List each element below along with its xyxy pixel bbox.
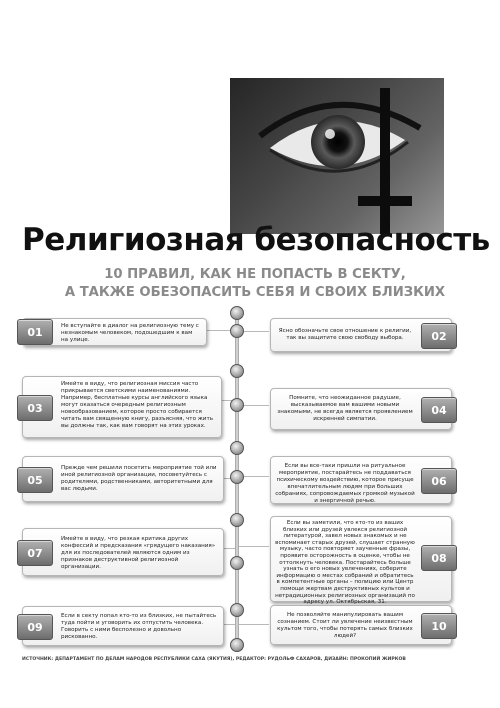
rule-card-01 <box>22 318 207 346</box>
rule-text: Имейте в виду, что религиозная миссия часто прикрывается светскими наименованиями. Например, бесплатные курсы английского языка могут оказаться очередным религиозным новообразованием, которое просто собирается читать вам священную книгу, разъясняя, что жить вы должны так, как вам говорят на этих уроках. <box>61 381 214 429</box>
source-credits: ИСТОЧНИК: ДЕПАРТАМЕНТ ПО ДЕЛАМ НАРОДОВ РЕСПУБЛИКИ САХА (ЯКУТИЯ), РЕДАКТОР: РУДОЛЬФ САХАРОВ, ДИЗАЙН: ПРОКОПИЙ ЖИРКОВ <box>22 657 406 662</box>
subtitle-line-2: А ТАКЖЕ ОБЕЗОПАСИТЬ СЕБЯ И СВОИХ БЛИЗКИХ <box>64 285 446 300</box>
rule-card-05 <box>22 456 224 502</box>
timeline-dot <box>230 324 244 338</box>
timeline-dot <box>230 513 244 527</box>
connector-line <box>239 624 269 625</box>
rule-text: Ясно обозначьте свое отношение к религии, так вы защитите свою свободу выбора. <box>278 328 412 341</box>
rule-card-10 <box>270 605 452 645</box>
rule-number: 02 <box>421 323 457 349</box>
rule-number: 05 <box>17 467 53 493</box>
rule-text: Прежде чем решили посетить мероприятие той или иной религиозной организации, посоветуйтесь с родителями, родственниками, авторитетными для вас людьми. <box>61 465 217 492</box>
timeline-dot <box>230 398 244 412</box>
rule-number: 06 <box>421 468 457 494</box>
timeline-dot <box>230 306 244 320</box>
rule-text: Если вы все-таки пришли на ритуальное мероприятие, постарайтесь не поддаваться психическому воздействию, которое присуще впечатлительным людям при больших собраниях, сопровождаемых громкой музыкой и энергичной речью. <box>275 463 415 504</box>
rule-number: 01 <box>17 319 53 345</box>
rule-number: 03 <box>17 395 53 421</box>
rule-number: 09 <box>17 614 53 640</box>
rule-card-03 <box>22 376 222 438</box>
rule-number: 08 <box>421 545 457 571</box>
rule-number: 04 <box>421 397 457 423</box>
timeline-dot <box>230 364 244 378</box>
timeline-dot <box>230 603 244 617</box>
rule-card-08 <box>270 516 452 606</box>
rule-text: Не вступайте в диалог на религиозную тему с незнакомым человеком, подошедшим к вам на улице. <box>61 323 199 343</box>
rule-text: Имейте в виду, что резкая критика других конфессий и предсказания «грядущего наказания» для их последователей являются одним из признаков деструктивной религиозной организации. <box>61 536 216 570</box>
timeline-dot <box>230 441 244 455</box>
connector-line <box>239 546 269 547</box>
rule-text: Помните, что неожиданное радушие, высказываемое вам вашими новыми знакомыми, не всегда является проявлением искренней симпатии. <box>277 395 413 422</box>
page-title: Религиозная безопасность <box>22 222 490 258</box>
rule-number: 07 <box>17 540 53 566</box>
subtitle-line-1: 10 ПРАВИЛ, КАК НЕ ПОПАСТЬ В СЕКТУ, <box>104 267 406 282</box>
rule-text: Если в секту попал кто-то из близких, не пытайтесь туда пойти и уговорить их отпустить человека. Говорить с ними бесполезно и довольно рискованно. <box>61 613 217 640</box>
eye-cross-illustration <box>230 78 444 234</box>
rule-card-07 <box>22 528 224 576</box>
rule-text: Если вы заметили, что кто-то из ваших близких или друзей увлекся религиозной литературой, завел новых знакомых и не вспоминает старых друзей, слушает странную музыку, часто повторяет заученные фразы, проявите осторожность в оценке, чтобы не оттолкнуть человека. Постарайтесь больше узнать о его новых увлечениях, соберите информацию о местах собраний и обратитесь в компетентные органы – полицию или Центр помощи жертвам деструктивных культов и нетрадиционных религиозных организаций по адресу ул. Октябрьская, 31. <box>275 520 415 606</box>
rule-number: 10 <box>421 613 457 639</box>
rule-card-09 <box>22 606 224 646</box>
timeline-dot <box>230 638 244 652</box>
rule-card-06 <box>270 456 452 504</box>
rule-card-04 <box>270 388 452 430</box>
rule-card-02 <box>270 318 452 352</box>
page-subtitle <box>40 266 470 302</box>
timeline-dot <box>230 470 244 484</box>
rule-text: Не позволяйте манипулировать вашим сознанием. Стоит ли увлечение неизвестным культом того, чтобы потерять самых близких людей? <box>277 612 413 639</box>
timeline-dot <box>230 556 244 570</box>
